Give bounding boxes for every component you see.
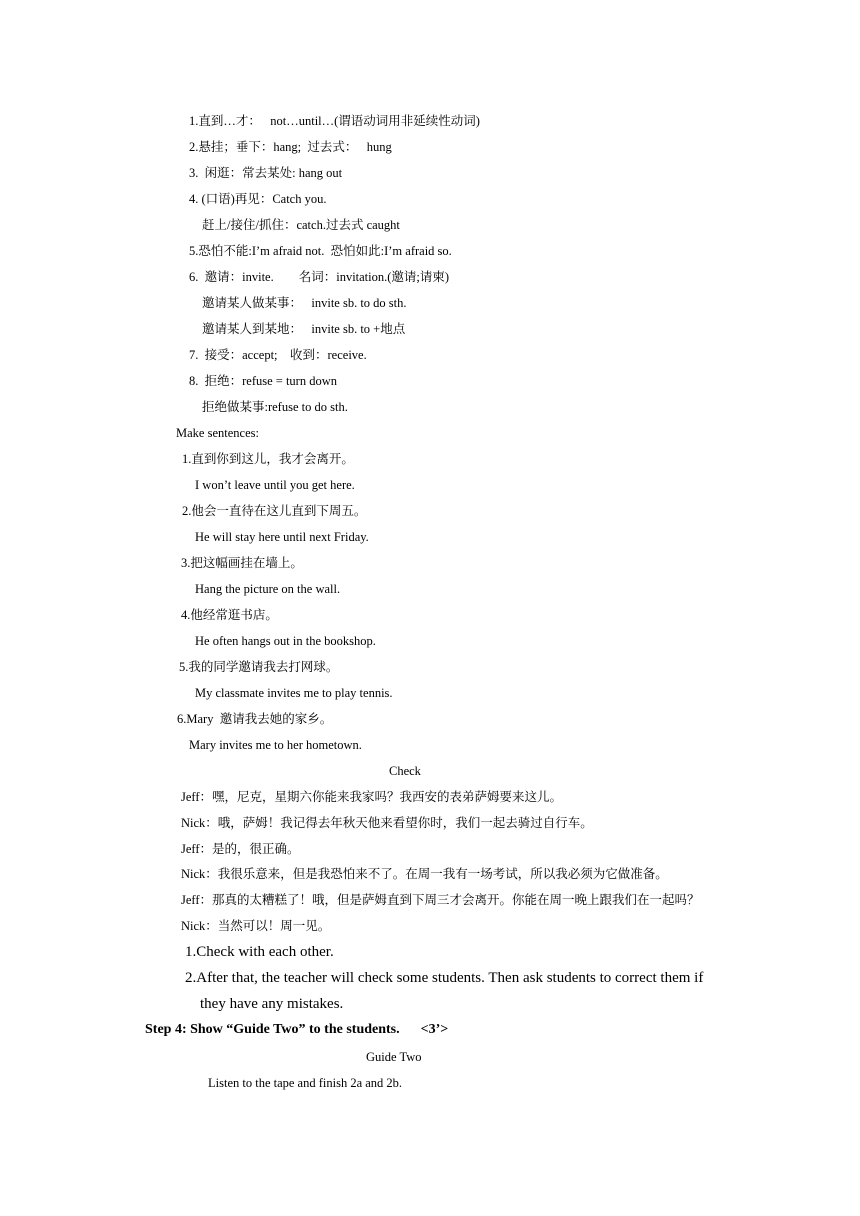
vocab-line-7: 6. 邀请：invite. 名词：invitation.(邀请;请柬) — [189, 270, 450, 284]
step4-heading: Step 4: Show “Guide Two” to the students. <3’> — [145, 1022, 449, 1037]
sentence-cn-5: 5.我的同学邀请我去打网球。 — [179, 660, 339, 674]
sentence-en-5: My classmate invites me to play tennis. — [195, 686, 393, 700]
vocab-line-10: 7. 接受：accept; 收到：receive. — [189, 348, 367, 362]
sentence-en-1: I won’t leave until you get here. — [195, 478, 355, 492]
guide-two-title: Guide Two — [366, 1050, 422, 1064]
vocab-line-12: 拒绝做某事:refuse to do sth. — [202, 400, 348, 414]
check-instruction-3: they have any mistakes. — [200, 996, 344, 1012]
guide-two-text: Listen to the tape and finish 2a and 2b. — [208, 1076, 403, 1090]
sentence-en-3: Hang the picture on the wall. — [195, 582, 341, 596]
vocab-line-6: 5.恐怕不能:I’m afraid not. 恐怕如此:I’m afraid so. — [189, 244, 452, 258]
vocab-line-9: 邀请某人到某地： invite sb. to +地点 — [202, 322, 406, 336]
vocab-line-5: 赶上/接住/抓住：catch.过去式 caught — [202, 218, 400, 232]
vocab-line-1: 1.直到…才： not…until…(谓语动词用非延续性动词) — [189, 114, 480, 128]
vocab-line-11: 8. 拒绝：refuse = turn down — [189, 374, 337, 388]
vocab-line-2: 2.悬挂；垂下：hang; 过去式： hung — [189, 140, 392, 154]
sentence-cn-3: 3.把这幅画挂在墙上。 — [181, 556, 303, 570]
sentence-en-4: He often hangs out in the bookshop. — [195, 634, 376, 648]
sentence-en-6: Mary invites me to her hometown. — [189, 738, 362, 752]
dialogue-line-5: Jeff：那真的太糟糕了！哦，但是萨姆直到下周三才会离开。你能在周一晚上跟我们在一起吗？ — [181, 893, 700, 907]
vocab-line-8: 邀请某人做某事： invite sb. to do sth. — [202, 296, 407, 310]
sentence-cn-2: 2.他会一直待在这儿直到下周五。 — [182, 504, 367, 518]
check-title: Check — [389, 764, 421, 778]
dialogue-line-4: Nick：我很乐意来，但是我恐怕来不了。在周一我有一场考试，所以我必须为它做准备。 — [181, 867, 668, 881]
dialogue-line-6: Nick：当然可以！周一见。 — [181, 919, 331, 933]
check-instruction-2: 2.After that, the teacher will check some students. Then ask students to correct them if — [185, 970, 704, 986]
make-sentences-heading: Make sentences: — [176, 426, 259, 440]
sentence-cn-1: 1.直到你到这儿，我才会离开。 — [182, 452, 354, 466]
vocab-line-3: 3. 闲逛：常去某处: hang out — [189, 166, 343, 180]
dialogue-line-1: Jeff：嘿，尼克，星期六你能来我家吗？我西安的表弟萨姆要来这儿。 — [181, 790, 563, 804]
vocab-line-4: 4. (口语)再见：Catch you. — [189, 192, 327, 206]
dialogue-line-3: Jeff：是的，很正确。 — [181, 842, 300, 856]
sentence-cn-6: 6.Mary 邀请我去她的家乡。 — [177, 712, 333, 726]
dialogue-line-2: Nick：哦，萨姆！我记得去年秋天他来看望你时，我们一起去骑过自行车。 — [181, 816, 593, 830]
sentence-en-2: He will stay here until next Friday. — [195, 530, 369, 544]
sentence-cn-4: 4.他经常逛书店。 — [181, 608, 278, 622]
check-instruction-1: 1.Check with each other. — [185, 944, 334, 960]
